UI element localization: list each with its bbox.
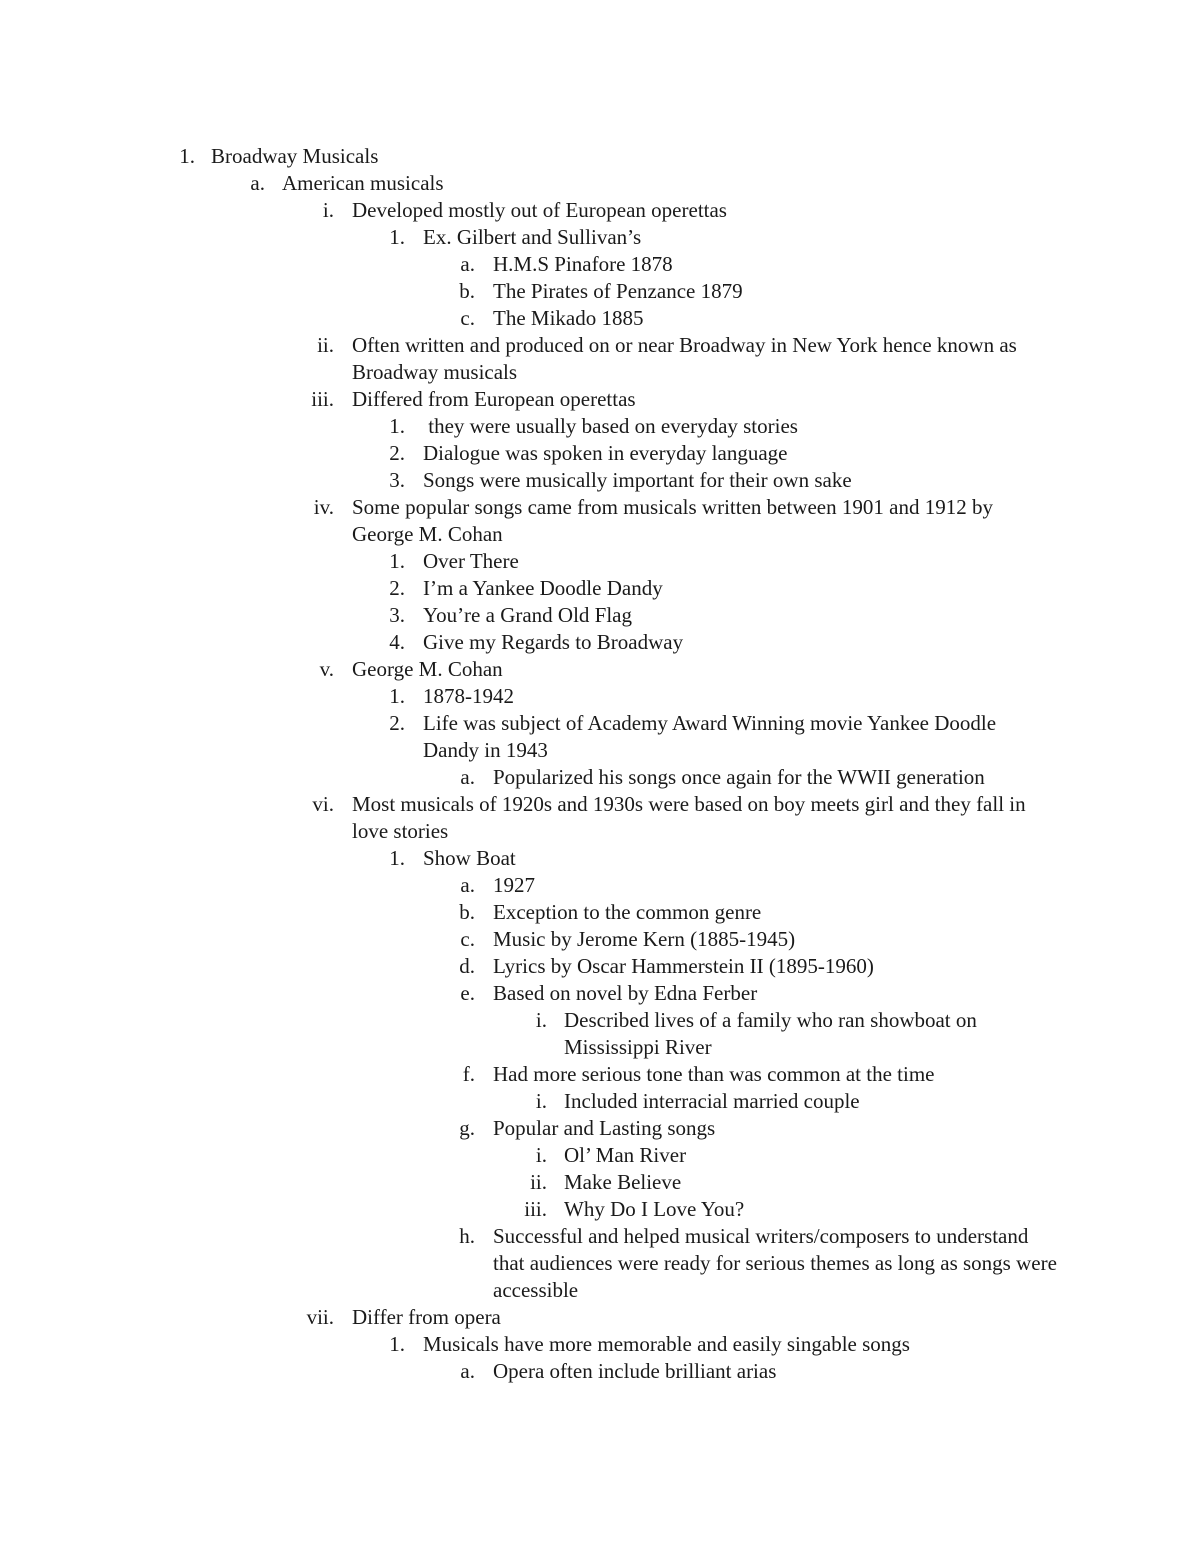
list-item	[0, 1115, 1200, 1142]
list-item-text: Developed mostly out of European operettas	[352, 198, 727, 222]
list-item	[0, 332, 1200, 386]
list-marker: 1.	[389, 414, 405, 438]
list-marker: ii.	[530, 1170, 547, 1194]
list-item-text: Show Boat	[423, 846, 516, 870]
list-item	[0, 413, 1200, 440]
list-marker: g.	[459, 1116, 475, 1140]
list-item	[0, 710, 1200, 764]
list-item-text: Based on novel by Edna Ferber	[493, 981, 758, 1005]
list-item-text: Popular and Lasting songs	[493, 1116, 716, 1140]
list-item-text: they were usually based on everyday stories	[423, 414, 798, 438]
list-item-text: Broadway Musicals	[211, 144, 379, 168]
list-item-text: Make Believe	[564, 1170, 682, 1194]
list-marker: 1.	[389, 846, 405, 870]
list-item-text: Differed from European operettas	[352, 387, 636, 411]
list-marker: 2.	[389, 441, 405, 465]
list-item	[0, 494, 1200, 548]
list-item-text: Exception to the common genre	[493, 900, 762, 924]
list-marker: 1.	[389, 225, 405, 249]
list-item	[0, 548, 1200, 575]
list-item	[0, 926, 1200, 953]
list-item	[0, 1142, 1200, 1169]
list-item	[0, 224, 1200, 251]
list-item-text: Over There	[423, 549, 519, 573]
list-marker: 1.	[179, 144, 195, 168]
list-item	[0, 764, 1200, 791]
list-marker: b.	[459, 279, 475, 303]
list-marker: a.	[460, 765, 475, 789]
list-marker: vi.	[312, 792, 334, 816]
list-item-text: Dialogue was spoken in everyday language	[423, 441, 788, 465]
list-marker: c.	[460, 306, 475, 330]
list-item	[0, 980, 1200, 1007]
list-marker: 4.	[389, 630, 405, 654]
list-marker: a.	[460, 1359, 475, 1383]
list-item	[0, 1007, 1200, 1061]
list-marker: a.	[460, 252, 475, 276]
list-item-text: Musicals have more memorable and easily singable songs	[423, 1332, 910, 1356]
list-item-text: Lyrics by Oscar Hammerstein II (1895-1960)	[493, 954, 874, 978]
list-marker: f.	[462, 1062, 475, 1086]
list-item-text: The Mikado 1885	[493, 306, 644, 330]
list-item-text: I’m a Yankee Doodle Dandy	[423, 576, 663, 600]
outline-list	[0, 143, 1200, 1385]
list-marker: i.	[535, 1143, 547, 1167]
list-marker: ii.	[317, 333, 334, 357]
list-item-text: Popularized his songs once again for the WWII generation	[493, 765, 985, 789]
list-marker: 1.	[389, 684, 405, 708]
list-item	[0, 197, 1200, 224]
list-item-text: Life was subject of Academy Award Winning movie Yankee Doodle Dandy in 1943	[423, 711, 997, 762]
list-item	[0, 1196, 1200, 1223]
list-item-text: Ex. Gilbert and Sullivan’s	[423, 225, 642, 249]
list-item	[0, 872, 1200, 899]
list-item	[0, 629, 1200, 656]
list-item	[0, 305, 1200, 332]
list-item-text: You’re a Grand Old Flag	[423, 603, 633, 627]
list-item	[0, 575, 1200, 602]
list-item-text: Had more serious tone than was common at the time	[493, 1062, 935, 1086]
list-item-text: Some popular songs came from musicals written between 1901 and 1912 by George M. Cohan	[352, 495, 993, 546]
list-marker: i.	[535, 1089, 547, 1113]
list-marker: 3.	[389, 603, 405, 627]
list-marker: a.	[250, 171, 265, 195]
list-item-text: Often written and produced on or near Broadway in New York hence known as Broadway musicals	[352, 333, 1017, 384]
list-marker: 2.	[389, 711, 405, 735]
list-item	[0, 1358, 1200, 1385]
list-marker: h.	[459, 1224, 475, 1248]
list-marker: i.	[535, 1008, 547, 1032]
list-item	[0, 143, 1200, 170]
list-item	[0, 278, 1200, 305]
list-marker: c.	[460, 927, 475, 951]
list-item-text: Successful and helped musical writers/composers to understand that audiences were ready for serious themes as long as songs were accessible	[493, 1224, 1057, 1302]
list-marker: a.	[460, 873, 475, 897]
list-item-text: American musicals	[282, 171, 444, 195]
list-item	[0, 440, 1200, 467]
list-item	[0, 1169, 1200, 1196]
list-marker: 2.	[389, 576, 405, 600]
list-marker: d.	[459, 954, 475, 978]
list-item	[0, 1304, 1200, 1331]
list-item-text: Differ from opera	[352, 1305, 501, 1329]
list-item-text: 1927	[493, 873, 535, 897]
list-item-text: Ol’ Man River	[564, 1143, 687, 1167]
list-marker: 3.	[389, 468, 405, 492]
list-marker: 1.	[389, 549, 405, 573]
list-marker: iv.	[313, 495, 334, 519]
list-marker: v.	[319, 657, 334, 681]
list-item	[0, 953, 1200, 980]
list-marker: vii.	[306, 1305, 334, 1329]
list-item	[0, 845, 1200, 872]
list-item	[0, 1223, 1200, 1304]
list-item	[0, 251, 1200, 278]
list-item	[0, 467, 1200, 494]
list-marker: b.	[459, 900, 475, 924]
list-item-text: 1878-1942	[423, 684, 514, 708]
list-item	[0, 899, 1200, 926]
list-marker: iii.	[524, 1197, 547, 1221]
list-marker: iii.	[311, 387, 334, 411]
list-item	[0, 602, 1200, 629]
list-item-text: Give my Regards to Broadway	[423, 630, 684, 654]
list-item	[0, 791, 1200, 845]
list-item-text: Songs were musically important for their own sake	[423, 468, 852, 492]
list-item-text: Included interracial married couple	[564, 1089, 860, 1113]
list-marker: 1.	[389, 1332, 405, 1356]
list-marker: i.	[322, 198, 334, 222]
list-item-text: Most musicals of 1920s and 1930s were based on boy meets girl and they fall in love stories	[352, 792, 1026, 843]
list-item	[0, 656, 1200, 683]
list-item-text: Described lives of a family who ran showboat on Mississippi River	[564, 1008, 977, 1059]
list-item	[0, 1088, 1200, 1115]
list-item-text: The Pirates of Penzance 1879	[493, 279, 743, 303]
list-item-text: Opera often include brilliant arias	[493, 1359, 777, 1383]
list-marker: e.	[460, 981, 475, 1005]
list-item-text: George M. Cohan	[352, 657, 503, 681]
list-item-text: H.M.S Pinafore 1878	[493, 252, 673, 276]
list-item	[0, 170, 1200, 197]
list-item	[0, 1331, 1200, 1358]
list-item-text: Music by Jerome Kern (1885-1945)	[493, 927, 796, 951]
list-item-text: Why Do I Love You?	[564, 1197, 745, 1221]
list-item	[0, 386, 1200, 413]
list-item	[0, 1061, 1200, 1088]
list-item	[0, 683, 1200, 710]
